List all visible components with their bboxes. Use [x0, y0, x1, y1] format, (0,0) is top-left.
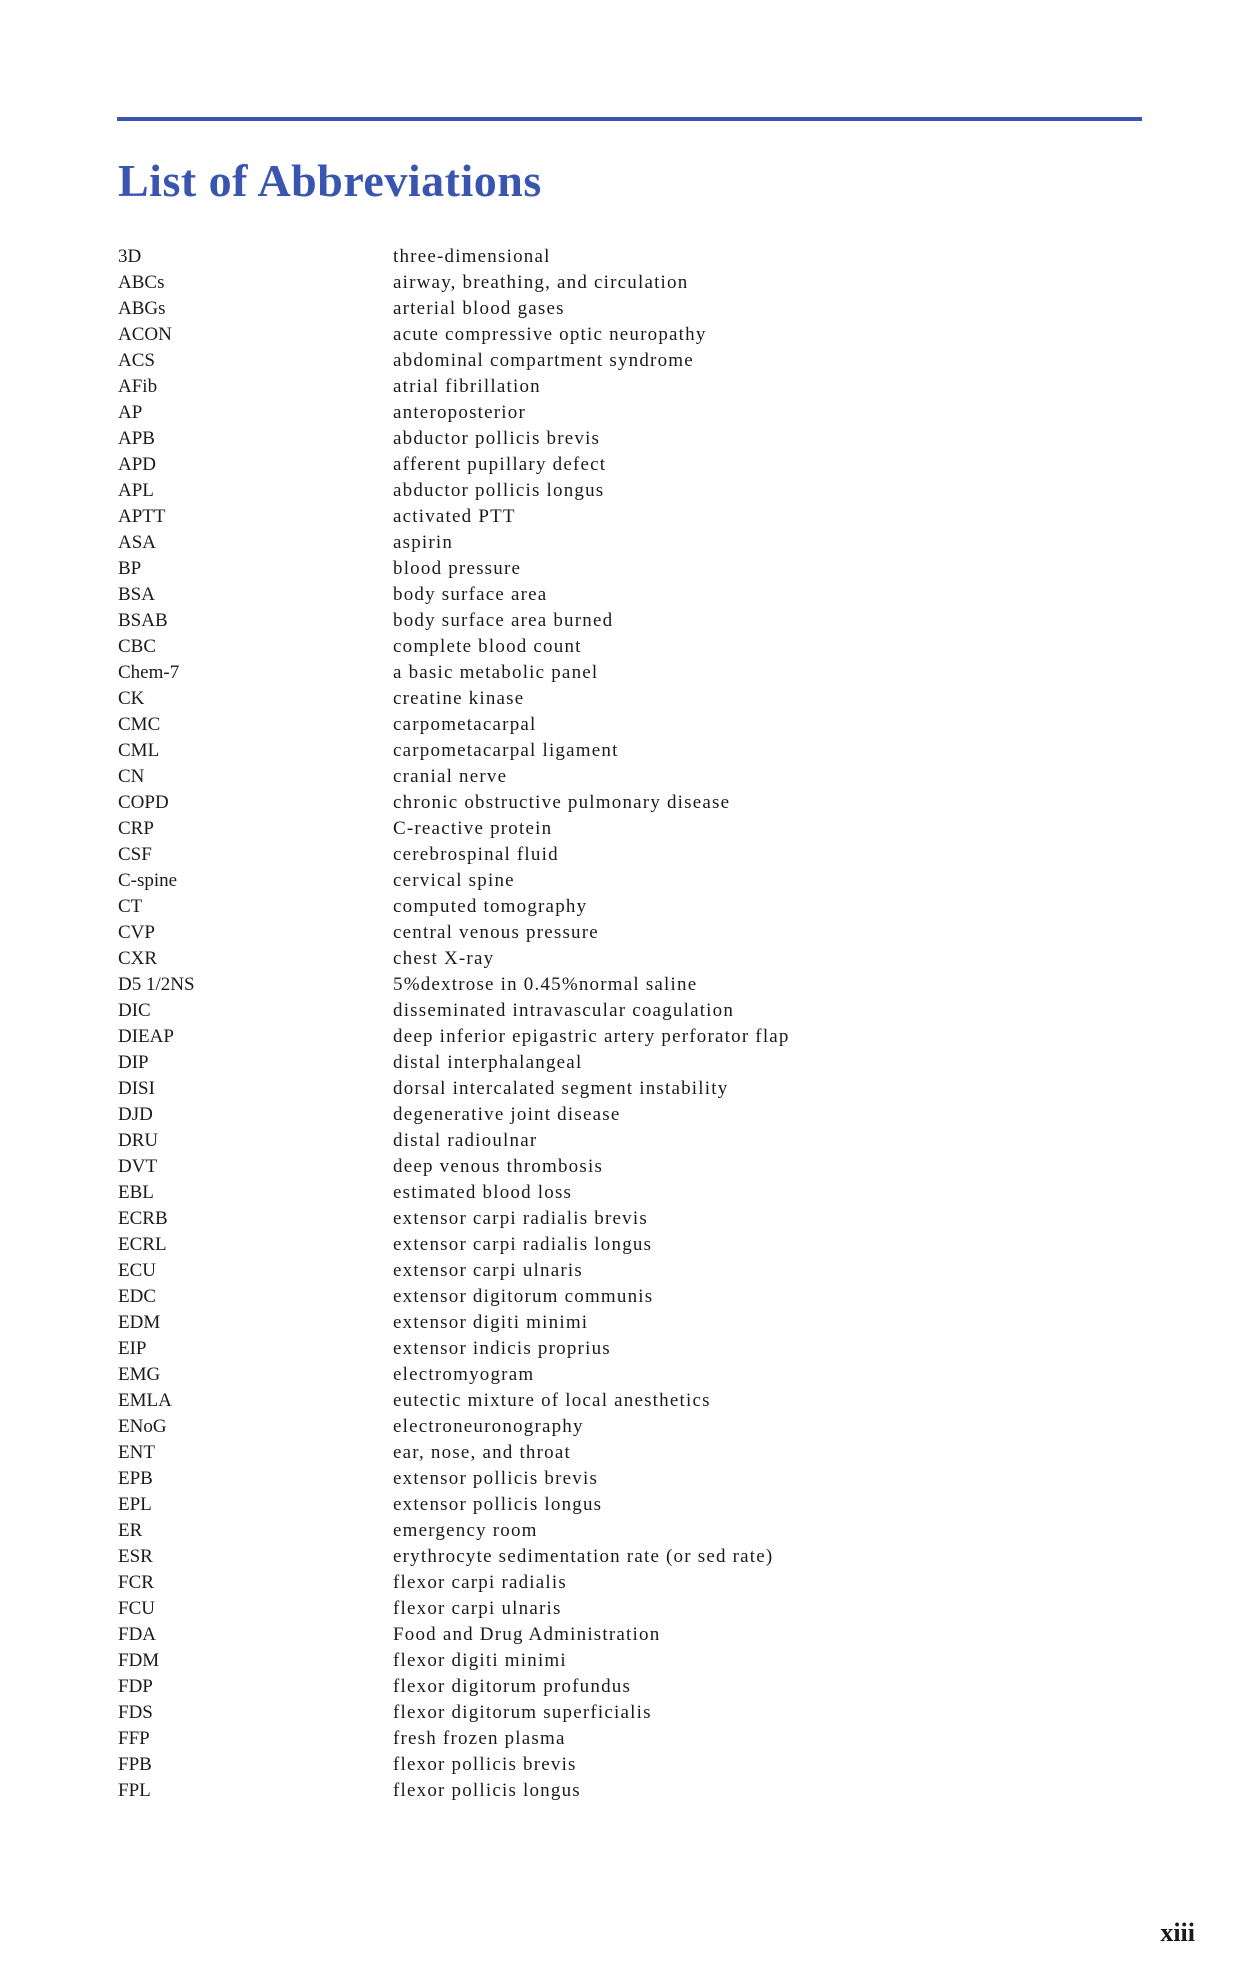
abbreviation-definition: abdominal compartment syndrome [393, 350, 694, 371]
abbreviation-term: CBC [118, 636, 157, 657]
abbreviation-row [118, 712, 1118, 738]
abbreviation-list [118, 244, 1118, 1804]
abbreviation-term: DIEAP [118, 1026, 174, 1047]
abbreviation-term: ENT [118, 1442, 155, 1463]
abbreviation-term: 3D [118, 246, 142, 267]
abbreviation-term: D5 1/2NS [118, 974, 195, 995]
abbreviation-row [118, 920, 1118, 946]
abbreviation-definition: body surface area burned [393, 610, 614, 631]
abbreviation-term: DRU [118, 1130, 159, 1151]
abbreviation-definition: electromyogram [393, 1364, 535, 1385]
abbreviation-term: AP [118, 402, 143, 423]
abbreviation-row [118, 426, 1118, 452]
abbreviation-definition: degenerative joint disease [393, 1104, 621, 1125]
abbreviation-definition: atrial fibrillation [393, 376, 541, 397]
abbreviation-row [118, 1492, 1118, 1518]
abbreviation-row [118, 1596, 1118, 1622]
abbreviation-definition: distal radioulnar [393, 1130, 538, 1151]
abbreviation-term: BSA [118, 584, 155, 605]
abbreviation-definition: chest X-ray [393, 948, 495, 969]
abbreviation-row [118, 1388, 1118, 1414]
abbreviation-term: CT [118, 896, 143, 917]
abbreviation-row [118, 894, 1118, 920]
abbreviation-row [118, 244, 1118, 270]
abbreviation-term: BSAB [118, 610, 168, 631]
abbreviation-definition: airway, breathing, and circulation [393, 272, 689, 293]
abbreviation-term: EPL [118, 1494, 152, 1515]
abbreviation-term: APB [118, 428, 155, 449]
abbreviation-definition: Food and Drug Administration [393, 1624, 661, 1645]
abbreviation-term: EIP [118, 1338, 147, 1359]
abbreviation-definition: cerebrospinal fluid [393, 844, 559, 865]
abbreviation-term: CRP [118, 818, 154, 839]
abbreviation-definition: chronic obstructive pulmonary disease [393, 792, 731, 813]
abbreviation-definition: complete blood count [393, 636, 582, 657]
abbreviation-term: CK [118, 688, 145, 709]
abbreviation-row [118, 1180, 1118, 1206]
abbreviation-row [118, 478, 1118, 504]
abbreviation-row [118, 270, 1118, 296]
abbreviation-definition: ear, nose, and throat [393, 1442, 571, 1463]
abbreviation-row [118, 816, 1118, 842]
abbreviation-term: FFP [118, 1728, 150, 1749]
abbreviation-row [118, 374, 1118, 400]
abbreviation-definition: flexor digitorum profundus [393, 1676, 632, 1697]
abbreviation-row [118, 1128, 1118, 1154]
abbreviation-row [118, 1622, 1118, 1648]
abbreviation-definition: computed tomography [393, 896, 588, 917]
abbreviation-row [118, 686, 1118, 712]
abbreviation-definition: arterial blood gases [393, 298, 565, 319]
abbreviation-term: BP [118, 558, 142, 579]
abbreviation-term: ACS [118, 350, 155, 371]
abbreviation-term: FCR [118, 1572, 154, 1593]
abbreviation-term: CVP [118, 922, 155, 943]
abbreviation-row [118, 1700, 1118, 1726]
abbreviation-row [118, 1674, 1118, 1700]
abbreviation-term: ECU [118, 1260, 156, 1281]
abbreviation-term: ESR [118, 1546, 153, 1567]
abbreviation-definition: three-dimensional [393, 246, 551, 267]
abbreviation-definition: extensor pollicis brevis [393, 1468, 599, 1489]
abbreviation-row [118, 296, 1118, 322]
abbreviation-definition: abductor pollicis brevis [393, 428, 601, 449]
abbreviation-definition: abductor pollicis longus [393, 480, 605, 501]
abbreviation-definition: anteroposterior [393, 402, 527, 423]
abbreviation-definition: cervical spine [393, 870, 515, 891]
abbreviation-row [118, 946, 1118, 972]
abbreviation-term: ENoG [118, 1416, 167, 1437]
abbreviation-definition: extensor indicis proprius [393, 1338, 611, 1359]
abbreviation-definition: extensor digitorum communis [393, 1286, 654, 1307]
abbreviation-row [118, 1232, 1118, 1258]
abbreviation-term: FCU [118, 1598, 155, 1619]
abbreviation-definition: disseminated intravascular coagulation [393, 1000, 735, 1021]
abbreviation-definition: activated PTT [393, 506, 516, 527]
abbreviation-term: FDA [118, 1624, 157, 1645]
abbreviation-term: ASA [118, 532, 157, 553]
abbreviation-definition: flexor pollicis brevis [393, 1754, 577, 1775]
abbreviation-row [118, 790, 1118, 816]
abbreviation-term: EDM [118, 1312, 161, 1333]
abbreviation-definition: aspirin [393, 532, 454, 553]
abbreviation-row [118, 582, 1118, 608]
abbreviation-definition: flexor digitorum superficialis [393, 1702, 652, 1723]
abbreviation-row [118, 608, 1118, 634]
abbreviation-row [118, 1570, 1118, 1596]
abbreviation-row [118, 738, 1118, 764]
abbreviation-definition: deep inferior epigastric artery perforator flap [393, 1026, 790, 1047]
abbreviation-definition: cranial nerve [393, 766, 508, 787]
abbreviation-definition: afferent pupillary defect [393, 454, 607, 475]
abbreviation-term: EPB [118, 1468, 153, 1489]
abbreviation-row [118, 1076, 1118, 1102]
abbreviation-definition: estimated blood loss [393, 1182, 573, 1203]
abbreviation-definition: dorsal intercalated segment instability [393, 1078, 729, 1099]
abbreviation-definition: extensor digiti minimi [393, 1312, 589, 1333]
abbreviation-definition: eutectic mixture of local anesthetics [393, 1390, 711, 1411]
abbreviation-term: EMG [118, 1364, 161, 1385]
abbreviation-definition: flexor pollicis longus [393, 1780, 581, 1801]
abbreviation-row [118, 998, 1118, 1024]
abbreviation-term: DJD [118, 1104, 153, 1125]
abbreviation-definition: carpometacarpal [393, 714, 537, 735]
abbreviation-term: DIP [118, 1052, 149, 1073]
abbreviation-definition: 5%dextrose in 0.45%normal saline [393, 974, 698, 995]
abbreviation-term: APTT [118, 506, 166, 527]
abbreviation-definition: flexor digiti minimi [393, 1650, 567, 1671]
abbreviation-row [118, 504, 1118, 530]
abbreviation-row [118, 530, 1118, 556]
abbreviation-row [118, 1362, 1118, 1388]
abbreviation-term: AFib [118, 376, 158, 397]
abbreviation-definition: C-reactive protein [393, 818, 553, 839]
abbreviation-row [118, 1258, 1118, 1284]
abbreviation-row [118, 1752, 1118, 1778]
abbreviation-term: FDS [118, 1702, 153, 1723]
abbreviation-row [118, 322, 1118, 348]
abbreviation-term: EMLA [118, 1390, 172, 1411]
abbreviation-term: ACON [118, 324, 172, 345]
page-title: List of Abbreviations [118, 155, 542, 206]
abbreviation-row [118, 1648, 1118, 1674]
abbreviation-term: CXR [118, 948, 158, 969]
abbreviation-definition: fresh frozen plasma [393, 1728, 566, 1749]
abbreviation-term: FPB [118, 1754, 152, 1775]
abbreviation-term: APD [118, 454, 157, 475]
abbreviation-term: CSF [118, 844, 152, 865]
abbreviation-row [118, 1414, 1118, 1440]
abbreviation-definition: blood pressure [393, 558, 522, 579]
abbreviation-definition: emergency room [393, 1520, 538, 1541]
abbreviation-definition: flexor carpi radialis [393, 1572, 567, 1593]
abbreviation-definition: distal interphalangeal [393, 1052, 583, 1073]
abbreviation-term: CN [118, 766, 145, 787]
abbreviation-row [118, 972, 1118, 998]
abbreviation-term: ABCs [118, 272, 165, 293]
top-divider-rule [117, 117, 1142, 121]
abbreviation-definition: carpometacarpal ligament [393, 740, 619, 761]
abbreviation-row [118, 1518, 1118, 1544]
abbreviation-term: FDP [118, 1676, 153, 1697]
abbreviation-row [118, 1336, 1118, 1362]
abbreviation-row [118, 660, 1118, 686]
abbreviation-definition: extensor pollicis longus [393, 1494, 603, 1515]
abbreviation-row [118, 400, 1118, 426]
abbreviation-definition: electroneuronography [393, 1416, 584, 1437]
abbreviation-row [118, 452, 1118, 478]
abbreviation-row [118, 1284, 1118, 1310]
abbreviation-definition: creatine kinase [393, 688, 525, 709]
abbreviation-term: ABGs [118, 298, 166, 319]
page-number: xiii [1160, 1918, 1195, 1947]
abbreviation-row [118, 1544, 1118, 1570]
abbreviation-row [118, 348, 1118, 374]
abbreviation-term: CML [118, 740, 160, 761]
abbreviation-row [118, 1206, 1118, 1232]
abbreviation-term: C-spine [118, 870, 178, 891]
abbreviation-term: EDC [118, 1286, 156, 1307]
abbreviation-term: FPL [118, 1780, 151, 1801]
abbreviation-row [118, 1778, 1118, 1804]
abbreviation-row [118, 634, 1118, 660]
abbreviation-row [118, 556, 1118, 582]
abbreviation-definition: body surface area [393, 584, 548, 605]
abbreviation-term: APL [118, 480, 154, 501]
abbreviation-term: ER [118, 1520, 143, 1541]
abbreviation-term: EBL [118, 1182, 154, 1203]
abbreviation-term: DISI [118, 1078, 155, 1099]
abbreviation-row [118, 1440, 1118, 1466]
abbreviation-term: FDM [118, 1650, 160, 1671]
abbreviation-row [118, 1050, 1118, 1076]
abbreviation-row [118, 1102, 1118, 1128]
abbreviation-definition: extensor carpi ulnaris [393, 1260, 583, 1281]
abbreviation-definition: acute compressive optic neuropathy [393, 324, 707, 345]
abbreviation-term: CMC [118, 714, 161, 735]
abbreviation-definition: flexor carpi ulnaris [393, 1598, 562, 1619]
abbreviation-term: DIC [118, 1000, 151, 1021]
abbreviation-definition: central venous pressure [393, 922, 599, 943]
abbreviation-row [118, 868, 1118, 894]
abbreviation-row [118, 764, 1118, 790]
abbreviation-term: COPD [118, 792, 169, 813]
abbreviation-definition: deep venous thrombosis [393, 1156, 604, 1177]
abbreviation-term: Chem-7 [118, 662, 180, 683]
abbreviation-row [118, 1154, 1118, 1180]
abbreviation-definition: extensor carpi radialis longus [393, 1234, 653, 1255]
abbreviation-term: DVT [118, 1156, 158, 1177]
abbreviation-row [118, 1024, 1118, 1050]
abbreviation-row [118, 1310, 1118, 1336]
abbreviation-definition: a basic metabolic panel [393, 662, 599, 683]
abbreviation-row [118, 1726, 1118, 1752]
abbreviation-row [118, 842, 1118, 868]
abbreviation-row [118, 1466, 1118, 1492]
abbreviation-term: ECRB [118, 1208, 168, 1229]
abbreviation-term: ECRL [118, 1234, 167, 1255]
abbreviation-definition: extensor carpi radialis brevis [393, 1208, 648, 1229]
abbreviation-definition: erythrocyte sedimentation rate (or sed rate) [393, 1546, 774, 1567]
